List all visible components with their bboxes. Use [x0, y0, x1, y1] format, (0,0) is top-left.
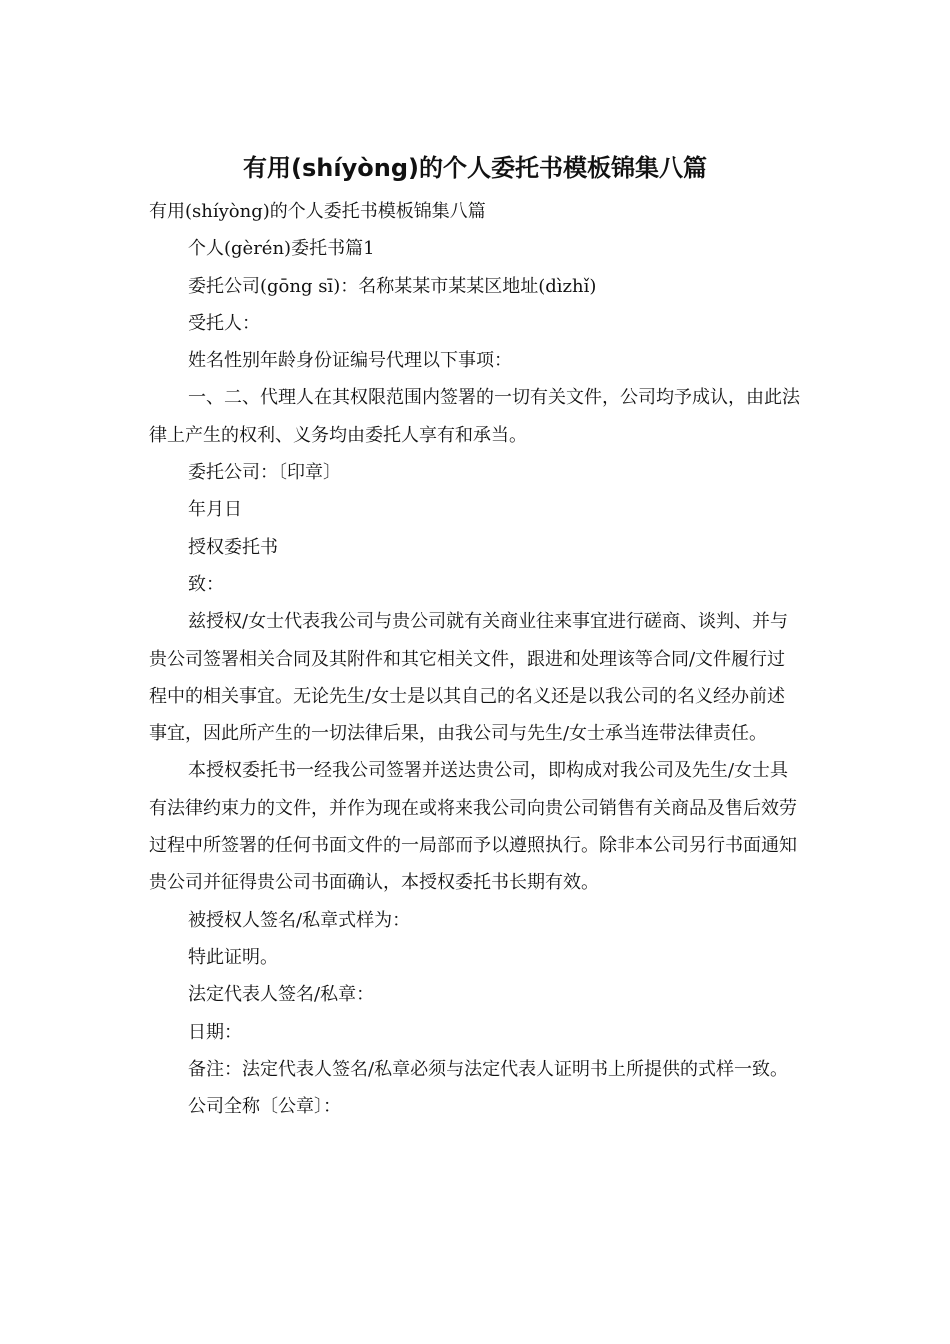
paragraph: 一、二、代理人在其权限范围内签署的一切有关文件，公司均予成认，由此法律上产生的权利、义务均由委托人享有和承当。 — [149, 387, 800, 446]
paragraph: 致： — [188, 573, 224, 595]
paragraph: 本授权委托书一经我公司签署并送达贵公司，即构成对我公司及先生/女士具有法律约束力的文件，并作为现在或将来我公司向贵公司销售有关商品及售后效劳过程中所签署的任何书面文件的一局部而予以遵照执行。除非本公司另行书面通知贵公司并征得贵公司书面确认，本授权委托书长期有效。 — [149, 760, 797, 894]
paragraph: 授权委托书 — [188, 536, 278, 558]
paragraph: 委托公司：〔印章〕 — [188, 462, 341, 484]
paragraph: 被授权人签名/私章式样为： — [188, 909, 411, 931]
paragraph: 姓名性别年龄身份证编号代理以下事项： — [188, 350, 512, 372]
paragraph: 兹授权/女士代表我公司与贵公司就有关商业往来事宜进行磋商、谈判、并与贵公司签署相关合同及其附件和其它相关文件，跟进和处理该等合同/文件履行过程中的相关事宜。无论先生/女士是以其自己的名义还是以我公司的名义经办前述事宜，因此所产生的一切法律后果，由我公司与先生/女士承当连带法律责任。 — [149, 611, 789, 745]
paragraph: 个人(gèrén)委托书篇1 — [188, 238, 375, 260]
paragraph: 有用(shíyòng)的个人委托书模板锦集八篇 — [149, 201, 486, 222]
document-title: 有用(shíyòng)的个人委托书模板锦集八篇 — [243, 154, 707, 182]
paragraph: 日期： — [188, 1021, 242, 1043]
paragraph: 年月日 — [188, 499, 242, 521]
paragraph: 委托公司(gōng sī)：名称某某市某某区地址(dìzhǐ) — [188, 275, 597, 297]
document-body — [149, 193, 803, 1125]
paragraph: 特此证明。 — [188, 946, 278, 968]
paragraph: 公司全称〔公章〕： — [188, 1096, 341, 1118]
paragraph: 备注：法定代表人签名/私章必须与法定代表人证明书上所提供的式样一致。 — [188, 1058, 789, 1080]
paragraph: 受托人： — [188, 312, 260, 334]
paragraph: 法定代表人签名/私章： — [188, 984, 375, 1006]
